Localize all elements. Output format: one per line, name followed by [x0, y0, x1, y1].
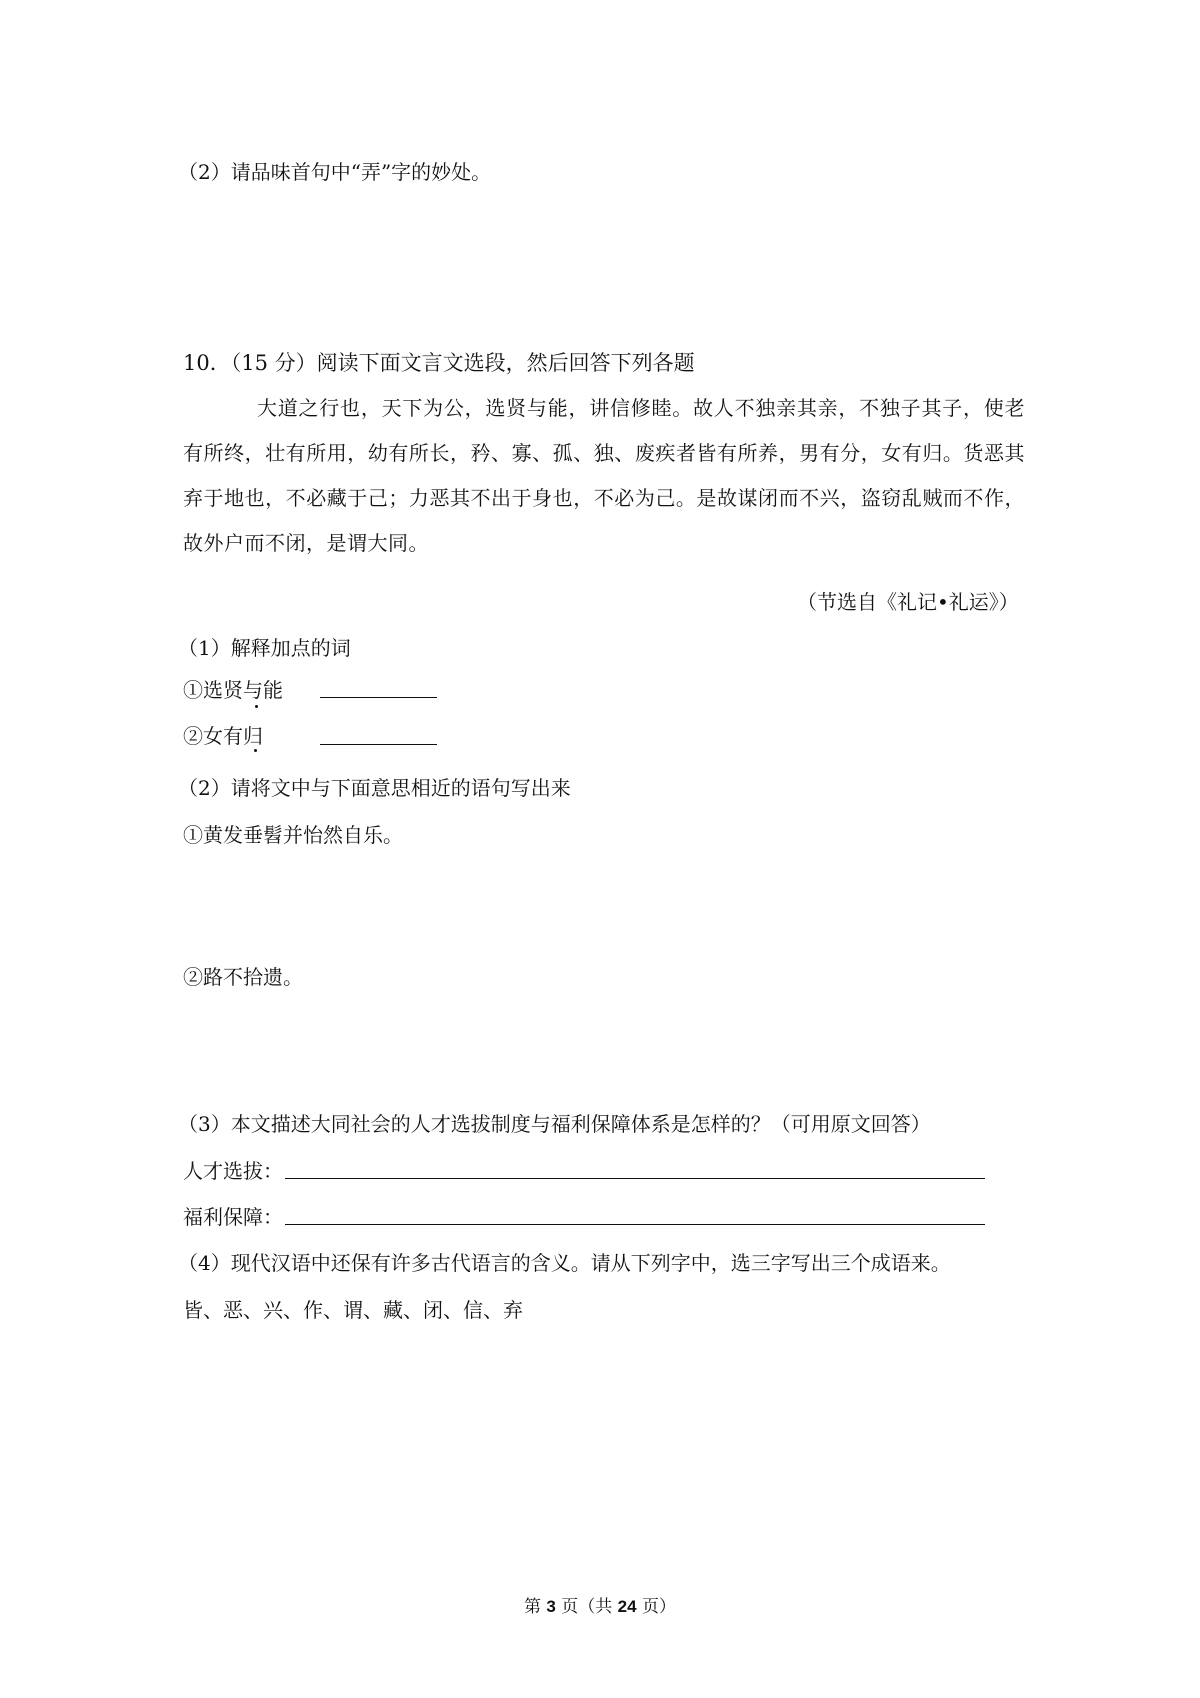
answer-blank-1[interactable]	[320, 697, 437, 698]
classical-passage: 大道之行也，天下为公，选贤与能，讲信修睦。故人不独亲其亲，不独子其子，使老有所终，壮有所用，幼有所长，矜、寡、孤、独、废疾者皆有所养，男有分，女有归。货恶其弃于地也，不必藏于己；力恶其不出于身也，不必为己。是故谋闭而不兴，盗窃乱贼而不作，故外户而不闭，是谓大同。	[183, 396, 1025, 555]
part-1-prompt: （1）解释加点的词	[178, 636, 351, 660]
welfare-answer-line[interactable]	[285, 1224, 985, 1225]
footer-prefix: 第	[523, 1597, 547, 1617]
part-2-item-2: ②路不拾遗。	[183, 965, 303, 989]
part-1-item-2: ②女有归	[183, 724, 263, 748]
emphasis-dot-gui	[254, 749, 257, 752]
part-4-prompt: （4）现代汉语中还保有许多古代语言的含义。请从下列字中，选三字写出三个成语来。	[178, 1251, 951, 1275]
emphasis-dot-yu	[255, 705, 258, 708]
question-10-heading: 10．（15 分）阅读下面文言文选段，然后回答下列各题	[183, 351, 695, 375]
part-2-prompt: （2）请将文中与下面意思相近的语句写出来	[178, 776, 571, 800]
part-1-item-1: ①选贤与能	[183, 678, 283, 702]
idiom-character-list: 皆、恶、兴、作、谓、藏、闭、信、弃	[183, 1298, 523, 1322]
footer-middle: 页（共	[555, 1597, 618, 1617]
question-9-part-2: （2）请品味首句中“弄”字的妙处。	[178, 160, 492, 184]
page-footer	[0, 1595, 1200, 1619]
part-2-item-1: ①黄发垂髫并怡然自乐。	[183, 823, 403, 847]
footer-suffix: 页）	[636, 1597, 676, 1617]
total-page-number: 24	[617, 1597, 637, 1616]
part-3-prompt: （3）本文描述大同社会的人才选拔制度与福利保障体系是怎样的？（可用原文回答）	[178, 1112, 931, 1136]
current-page-number: 3	[546, 1597, 556, 1616]
answer-blank-2[interactable]	[320, 744, 437, 745]
talent-selection-label: 人才选拔：	[183, 1159, 283, 1183]
welfare-label: 福利保障：	[183, 1205, 283, 1229]
passage-source: （节选自《礼记•礼运》）	[797, 590, 1019, 614]
talent-selection-answer-line[interactable]	[285, 1178, 985, 1179]
